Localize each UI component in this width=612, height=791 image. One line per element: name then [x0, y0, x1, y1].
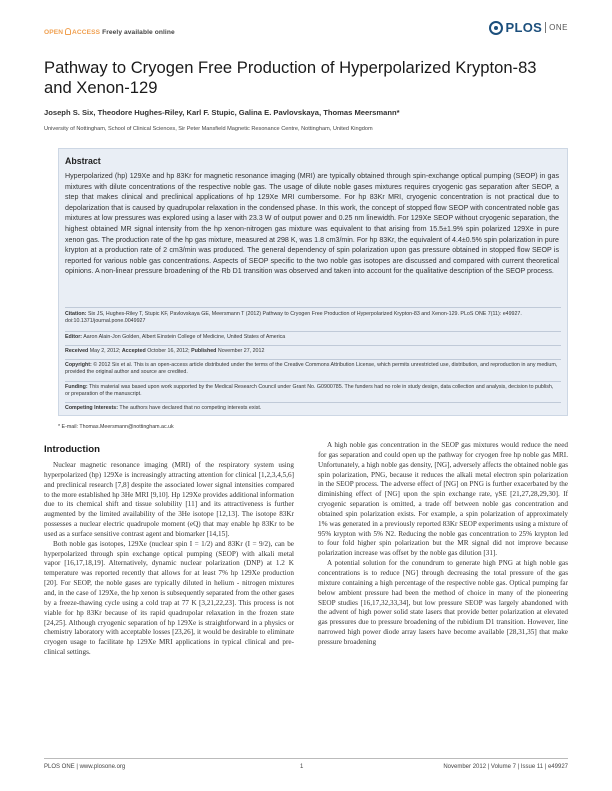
intro-paragraph-1: Nuclear magnetic resonance imaging (MRI) of the respiratory system using hyperpolarized (hp) 129Xe is increasingly attracting attention for clinical [1,2,3,4,5,6] and preclinical research [7,8] despite the associated lower signal intensities compared to the more established hp 3He MRI [9,10]. Hp 129Xe provides additional information due to its chemical shift and tissue solubility [11] and its attractiveness is further augmented by the limited availability of the 3He isotope [12,13]. The isotope 83Kr possesses a nuclear electric quadrupole moment (eQ) that may enable hp 83Kr to be used as a surface sensitive contrast agent and biomarker [14,15]. — [44, 461, 294, 538]
affiliation: University of Nottingham, School of Clinical Sciences, Sir Peter Mansfield Magnetic Resonance Centre, Nottingham, United Kingdom — [44, 126, 373, 132]
plos-logo-icon — [489, 21, 503, 35]
abstract-box — [58, 148, 568, 416]
corresponding-email[interactable]: * E-mail: Thomas.Meersmann@nottingham.ac.uk — [58, 424, 174, 430]
editor: Editor: Aaron Alain-Jon Golden, Albert Einstein College of Medicine, United States of America — [65, 334, 286, 340]
introduction-heading: Introduction — [44, 444, 100, 455]
issue-info: November 2012 | Volume 7 | Issue 11 | e49927 — [443, 764, 568, 770]
intro-paragraph-4: A potential solution for the conundrum to generate high PNG at high noble gas concentrations is to reduce [NG] through decreasing the total pressure of the gas mixture containing a high percentage of the respective noble gas. Optical pumping far below ambient pressure had been the method of choice in many of the pioneering SEOP studies [16,17,32,33,34], but low pressure SEOP was largely abandoned with the advent of high power solid state lasers that provide better polarization at elevated gas pressures due to pressure broadening of the rubidium D1 transition. However, line narrowed high power diode array lasers have become available [28,31,35] that make pressure broadening — [318, 559, 568, 646]
intro-paragraph-3: A high noble gas concentration in the SEOP gas mixtures would reduce the need for gas separation and could open up the pathway for cryogen free hp noble gas MRI. Unfortunately, a high noble gas density, [NG], adversely affects the obtained noble gas spin polarization, PNG, because it reduces the alkali metal electron spin polarization in the SEOP process. The adverse effect of [NG] on PNG is further exacerbated by the diminishing effect of [NG] upon the spin exchange rate, γSE [21,27,28,29,30]. If cryogenic separation is omitted, a trade off between noble gas concentration and obtained spin polarization exists. For example, a spin polarization of approximately 1% was generated in a previously reported 83Kr SEOP experiments using a mixture of 95% krypton with 5% N2. Reducing the noble gas concentration to 25% krypton led to four fold higher spin polarization but the MR signal did not improve because polarization increase was offset by the noble gas dilution [31]. — [318, 441, 568, 558]
abstract-text: Hyperpolarized (hp) 129Xe and hp 83Kr for magnetic resonance imaging (MRI) are typically obtained through spin-exchange optical pumping (SEOP) in gas mixtures with dilute concentrations of the respective noble gas. The usage of dilute noble gases mixtures requires cryogenic gas separation after SEOP, a step that makes clinical and preclinical applications of hp 129Xe MRI cumbersome. For hp 83Kr MRI, cryogenic concentration is not practical due to depolarization that is caused by quadrupolar relaxation in the condensed phase. In this work, the concept of stopped flow SEOP with concentrated noble gas mixtures at low pressures was explored using a laser with 23.3 W of output power and 0.25 nm linewidth. For 129Xe SEOP without cryogenic separation, the highest obtained MR signal intensity from the hp xenon-nitrogen gas mixture was equivalent to that arising from 15.5±1.9% spin polarized 129Xe in pure xenon gas. The production rate of the hp gas mixture, measured at 298 K, was 1.8 cm3/min. For hp 83Kr, the equivalent of 4.4±0.5% spin polarization in pure krypton at a production rate of 2 cm3/min was produced. The general dependency of spin polarization upon gas pressure obtained in stopped flow SEOP is reported for various noble gas concentrations. Aspects of SEOP specific to the two noble gas isotopes are discussed and compared with current theoretical opinions. A non-linear pressure broadening of the Rb D1 transition was observed and taken into account for the qualitative description of the SEOP process. — [65, 172, 559, 276]
plos-one-logo: PLOS ONE — [489, 20, 568, 35]
page-number: 1 — [300, 764, 304, 770]
journal-header — [44, 12, 568, 40]
intro-paragraph-2: Both noble gas isotopes, 129Xe (nuclear spin I = 1/2) and 83Kr (I = 9/2), can be hyperpolarized through spin exchange optical pumping (SEOP) with alkali metal vapor [16,17,18,19]. Alternatively, dynamic nuclear polarization (DNP) at 1.2 K temperature was reported recently that allows for at least 7% hp 129Xe production [20]. For SEOP, the noble gases are typically diluted in helium - nitrogen mixtures and, in the case of 129Xe, the hp xenon is subsequently separated from the other gases by a freeze-thawing cycle using a cold trap at 77 K [3,21,22,23]. This process is not viable for hp 83Kr because of its rapid quadrupolar relaxation in the frozen state [24,25]. Although cryogenic separation of hp 129Xe is straightforward in a physics or chemistry laboratory with acceptable losses [23,26], it would be desirable to eliminate cryogen usage to facilitate hp 129Xe MRI applications in typical clinical and pre-clinical settings. — [44, 539, 294, 657]
citation: Citation: Six JS, Hughes-Riley T, Stupic KF, Pavlovskaya GE, Meersmann T (2012) Pathway to Cryogen Free Production of Hyperpolarized Krypton-83 and Xenon-129. PLoS ONE 7(11): e49927. doi:10.1371/journal.pone.0049927 — [65, 311, 522, 325]
author-list: Joseph S. Six, Theodore Hughes-Riley, Karl F. Stupic, Galina E. Pavlovskaya, Thomas Meersmann* — [44, 108, 400, 117]
dates: Received May 2, 2012; Accepted October 16, 2012; Published November 27, 2012 — [65, 348, 265, 354]
freely-available-text: Freely available online — [102, 29, 175, 36]
right-column — [318, 441, 568, 648]
copyright: Copyright: © 2012 Six et al. This is an open-access article distributed under the terms of the Creative Commons Attribution License, which permits unrestricted use, distribution, and reproduction in any medium, provided the original author and source are credited. — [65, 362, 558, 376]
abstract-heading: Abstract — [65, 156, 101, 166]
journal-site[interactable]: PLOS ONE | www.plosone.org — [44, 764, 126, 770]
open-access-banner: OPEN ACCESS Freely available online — [44, 29, 175, 36]
left-column — [44, 461, 294, 658]
funding: Funding: This material was based upon work supported by the Medical Research Council under Grant No. G0900785. The funders had no role in study design, data collection and analysis, decision to publish, or preparation of the manuscript. — [65, 384, 554, 398]
open-lock-icon — [65, 28, 71, 35]
article-title: Pathway to Cryogen Free Production of Hyperpolarized Krypton-83 and Xenon-129 — [44, 58, 537, 97]
competing-interests: Competing Interests: The authors have declared that no competing interests exist. — [65, 405, 262, 411]
